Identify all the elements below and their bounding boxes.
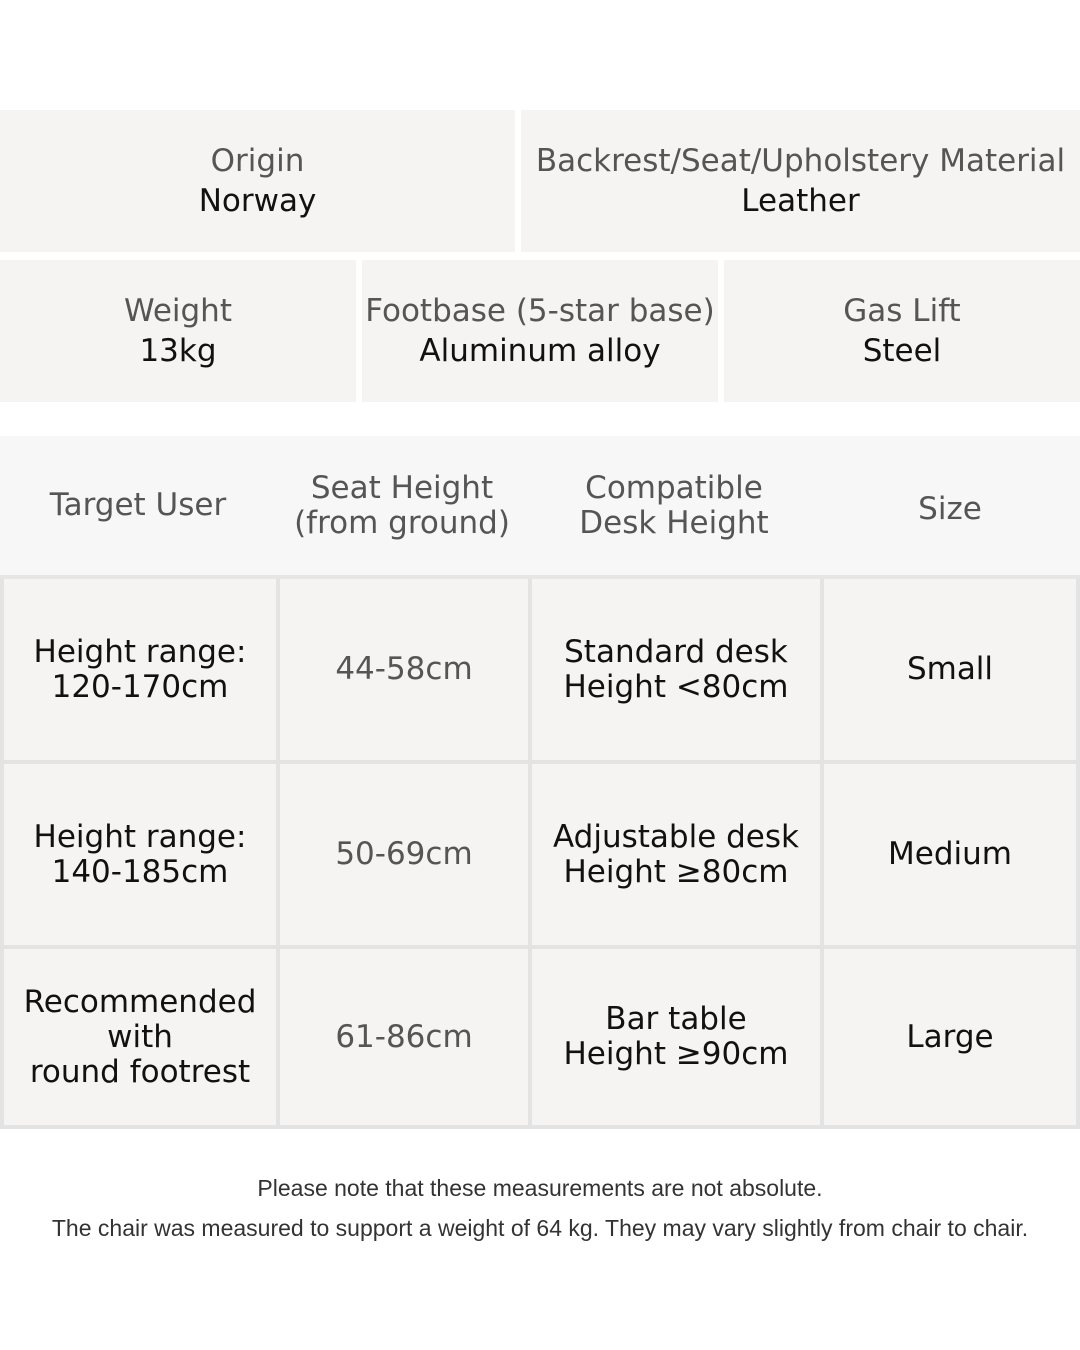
cell-target-user: Height range: 140-185cm (4, 764, 276, 945)
header-size: Size (918, 491, 982, 527)
cell-size: Small (824, 579, 1076, 760)
cell-size: Medium (824, 764, 1076, 945)
spec-gas-lift (724, 260, 1080, 402)
cell-target-user: Recommended with round footrest (4, 949, 276, 1125)
cell-desk-height: Bar table Height ≥90cm (532, 949, 820, 1125)
table-row (4, 579, 1076, 760)
spec-gas-lift-label: Gas Lift (843, 293, 961, 329)
size-table-header (0, 436, 1080, 579)
size-table-body (0, 579, 1080, 1129)
spec-row-2 (0, 260, 1080, 402)
measurement-notes (0, 1168, 1080, 1248)
cell-seat-height: 44-58cm (280, 579, 528, 760)
spec-material-value: Leather (741, 183, 860, 219)
spec-footbase-value: Aluminum alloy (419, 333, 661, 369)
table-row (4, 764, 1076, 945)
spec-footbase-label: Footbase (5-star base) (365, 293, 715, 329)
note-line-1: Please note that these measurements are not absolute. (257, 1175, 823, 1201)
spec-origin-value: Norway (198, 183, 317, 219)
cell-desk-height: Adjustable desk Height ≥80cm (532, 764, 820, 945)
cell-seat-height: 50-69cm (280, 764, 528, 945)
spec-origin (0, 110, 515, 252)
cell-target-user: Height range: 120-170cm (4, 579, 276, 760)
cell-size: Large (824, 949, 1076, 1125)
header-desk-height: Compatible Desk Height (579, 469, 769, 541)
cell-seat-height: 61-86cm (280, 949, 528, 1125)
spec-row-1 (0, 110, 1080, 252)
spec-gas-lift-value: Steel (862, 333, 942, 369)
spec-material (521, 110, 1080, 252)
spec-weight-label: Weight (123, 293, 232, 329)
spec-weight (0, 260, 356, 402)
spec-origin-label: Origin (210, 143, 305, 179)
spec-footbase (362, 260, 718, 402)
header-seat-height: Seat Height (from ground) (294, 469, 510, 541)
spec-weight-value: 13kg (139, 333, 217, 369)
note-line-2: The chair was measured to support a weight of 64 kg. They may vary slightly from chair to chair. (51, 1215, 1029, 1241)
table-row (4, 949, 1076, 1125)
cell-desk-height: Standard desk Height <80cm (532, 579, 820, 760)
header-target-user: Target User (49, 487, 227, 523)
spec-material-label: Backrest/Seat/Upholstery Material (535, 143, 1066, 179)
size-table (0, 436, 1080, 1129)
